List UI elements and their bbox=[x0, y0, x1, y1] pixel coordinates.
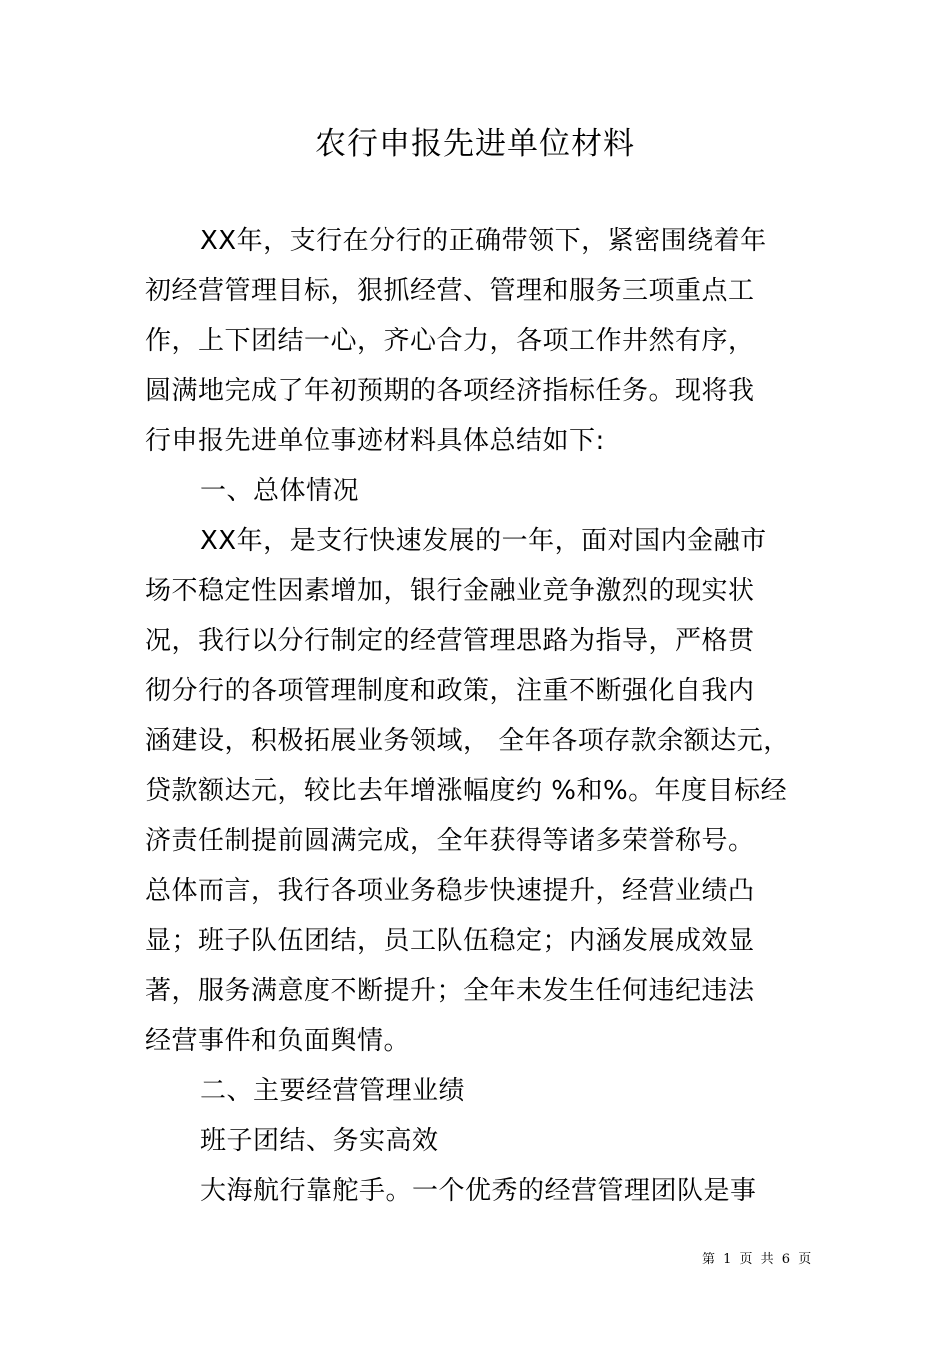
paragraph-line: 著，服务满意度不断提升；全年未发生任何违纪违法 bbox=[145, 976, 755, 1006]
subsection-heading: 班子团结、务实高效 bbox=[200, 1126, 439, 1156]
paragraph-line: 况，我行以分行制定的经营管理思路为指导，严格贯 bbox=[145, 626, 755, 656]
paragraph-line: 经营事件和负面舆情。 bbox=[145, 1026, 411, 1056]
paragraph-line: 总体而言，我行各项业务稳步快速提升，经营业绩凸 bbox=[145, 876, 755, 906]
paragraph-line: 大海航行靠舵手。一个优秀的经营管理团队是事 bbox=[200, 1176, 757, 1206]
paragraph-line: 作，上下团结一心，齐心合力，各项工作井然有序， bbox=[145, 326, 755, 356]
page-number: 第 1 页 共 6 页 bbox=[702, 1252, 814, 1267]
section-heading: 一、总体情况 bbox=[200, 476, 360, 506]
paragraph-line: 济责任制提前圆满完成，全年获得等诸多荣誉称号。 bbox=[145, 826, 755, 856]
paragraph-line: XX年，支行在分行的正确带领下，紧密围绕着年 bbox=[200, 226, 767, 256]
paragraph-line: 显；班子队伍团结，员工队伍稳定；内涵发展成效显 bbox=[145, 926, 755, 956]
paragraph-line: 初经营管理目标，狠抓经营、管理和服务三项重点工 bbox=[145, 276, 755, 306]
paragraph-line: 贷款额达元，较比去年增涨幅度约 %和%。年度目标经 bbox=[145, 776, 788, 806]
paragraph-line: XX年，是支行快速发展的一年，面对国内金融市 bbox=[200, 526, 767, 556]
paragraph-line: 场不稳定性因素增加，银行金融业竞争激烈的现实状 bbox=[145, 576, 755, 606]
document-title: 农行申报先进单位材料 bbox=[315, 126, 635, 162]
paragraph-line: 涵建设，积极拓展业务领域， 全年各项存款余额达元， bbox=[145, 726, 790, 756]
section-heading: 二、主要经营管理业绩 bbox=[200, 1076, 466, 1106]
paragraph-line: 行申报先进单位事迹材料具体总结如下: bbox=[145, 426, 605, 456]
paragraph-line: 彻分行的各项管理制度和政策，注重不断强化自我内 bbox=[145, 676, 755, 706]
paragraph-line: 圆满地完成了年初预期的各项经济指标任务。现将我 bbox=[145, 376, 755, 406]
